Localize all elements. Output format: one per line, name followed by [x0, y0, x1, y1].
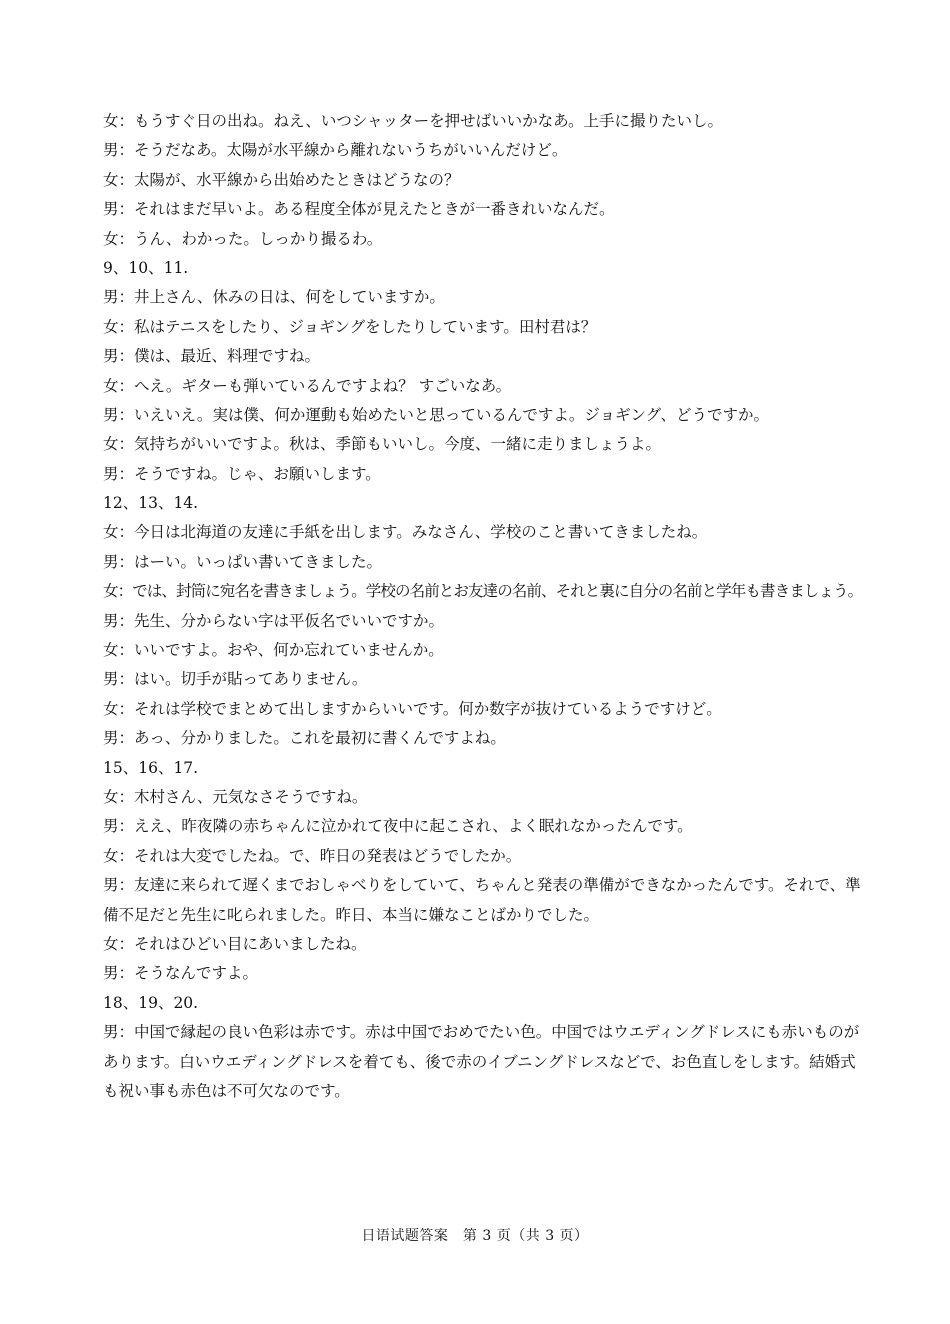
question-number: 9、10、11.: [103, 258, 189, 277]
dialogue-line: 女：それは学校でまとめて出しますからいいです。何か数字が抜けているようですけど。: [103, 699, 722, 718]
dialogue-line: 女：今日は北海道の友達に手紙を出します。みなさん、学校のこと書いてきましたね。: [103, 523, 708, 542]
dialogue-line: 女：私はテニスをしたり、ジョギングをしたりしています。田村君は？: [103, 317, 597, 336]
dialogue-line: 女：では、封筒に宛名を書きましょう。学校の名前とお友達の名前、それと裏に自分の名前と学年も書きましょう。: [103, 582, 863, 601]
dialogue-line: 男：先生、分からない字は平仮名でいいですか。: [103, 611, 445, 630]
dialogue-line: 女：太陽が、水平線から出始めたときはどうなの？: [103, 170, 460, 189]
question-number: 12、13、14.: [103, 494, 199, 513]
dialogue-line: 男：ええ、昨夜隣の赤ちゃんに泣かれて夜中に起こされ、よく眠れなかったんです。: [103, 817, 693, 836]
dialogue-line: 女：うん、わかった。しっかり撮るわ。: [103, 229, 383, 248]
dialogue-line: 男：それはまだ早いよ。ある程度全体が見えたときが一番きれいなんだ。: [103, 200, 615, 219]
dialogue-line: 男：友達に来られて遅くまでおしゃべりをしていて、ちゃんと発表の準備ができなかったんです。それで、準備不足だと先生に叱られました。昨日、本当に嫌なことばかりでした。: [103, 876, 861, 924]
dialogue-line: 男：はい。切手が貼ってありません。: [103, 670, 368, 689]
page-body: [103, 107, 863, 1106]
dialogue-line: 女：もうすぐ日の出ね。ねえ、いつシャッターを押せばいいかなあ。上手に撮りたいし。: [103, 112, 724, 130]
dialogue-line: 女：いいですよ。おや、何か忘れていませんか。: [103, 641, 444, 660]
question-number: 15、16、17.: [103, 758, 199, 777]
dialogue-line: 女：木村さん、元気なさそうですね。: [103, 787, 368, 806]
dialogue-line: 女：それは大変でしたね。で、昨日の発表はどうでしたか。: [103, 846, 522, 865]
dialogue-line: 男：そうなんですよ。: [103, 964, 259, 983]
dialogue-line: 男：あっ、分かりました。これを最初に書くんですよね。: [103, 729, 506, 748]
dialogue-line: 男：そうだなあ。太陽が水平線から離れないうちがいいんだけど。: [103, 141, 568, 160]
page-footer: 日语试题答案 第 3 页（共 3 页）: [361, 1228, 589, 1244]
dialogue-line: 男：僕は、最近、料理ですね。: [103, 347, 321, 366]
dialogue-line: 男：はーい。いっぱい書いてきました。: [103, 552, 383, 571]
dialogue-line: 女：へえ。ギターも弾いているんですよね？ すごいなあ。: [103, 376, 512, 395]
dialogue-line: 男：いえいえ。実は僕、何か運動も始めたいと思っているんですよ。ジョギング、どうですか。: [103, 405, 770, 424]
dialogue-line: 女：気持ちがいいですよ。秋は、季節もいいし。今度、一緒に走りましょうよ。: [103, 435, 662, 454]
dialogue-line: 男：井上さん、休みの日は、何をしていますか。: [103, 288, 445, 307]
dialogue-line: 女：それはひどい目にあいましたね。: [103, 934, 367, 953]
question-number: 18、19、20.: [103, 993, 199, 1012]
dialogue-line: 男：そうですね。じゃ、お願いします。: [103, 464, 381, 483]
dialogue-line: 男：中国で縁起の良い色彩は赤です。赤は中国でおめでたい色。中国ではウエディングドレスにも赤いものがあります。白いウエディングドレスを着ても、後で赤のイブニングドレスなどで、お色直しをします。結婚式も祝い事も赤色は不可欠なのです。: [103, 1023, 860, 1100]
